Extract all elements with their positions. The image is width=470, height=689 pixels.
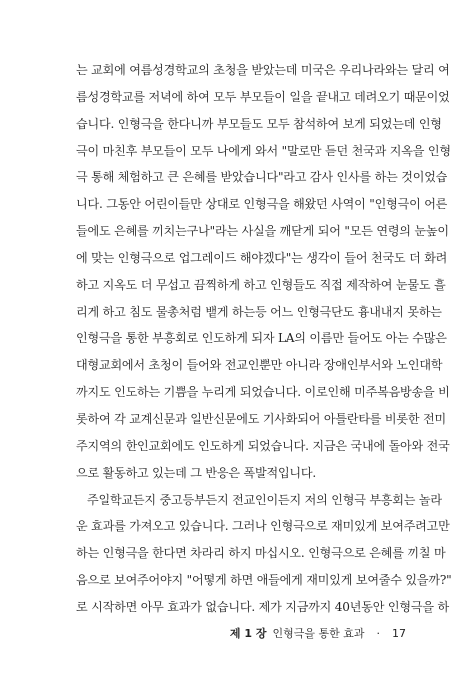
body-line: 대형교회에서 초청이 들어와 전교인뿐만 아니라 장애인부서와 노인대학 [76, 358, 443, 373]
body-line: 으로 활동하고 있는데 그 반응은 폭발적입니다. [76, 465, 317, 480]
body-line: 까지도 인도하는 기쁨을 누리게 되었습니다. 이로인해 미주복음방송을 비 [76, 385, 450, 400]
paragraph-start-line: 주일학교든지 중고등부든지 전교인이든지 저의 인형극 부흥회는 놀라 [87, 492, 442, 507]
body-line: 리게 하고 침도 물총처럼 뱉게 하는등 어느 인형극단도 흉내내지 못하는 [76, 304, 442, 319]
page-footer [230, 625, 406, 641]
body-line: 롯하여 각 교계신문과 일반신문에도 기사화되어 아틀란타를 비롯한 전미 [76, 411, 446, 426]
body-line: 에 맞는 인형극으로 업그레이드 해야겠다"는 생각이 들어 천국도 더 화려 [76, 250, 448, 265]
body-line: 하는 인형극을 한다면 차라리 하지 마십시오. 인형극으로 은혜를 끼칠 마 [76, 546, 446, 561]
body-line: 극이 마친후 부모들이 모두 나에게 와서 "말로만 듣던 천국과 지옥을 인형 [76, 143, 451, 158]
body-line: 습니다. 인형극을 한다니까 부모들도 모두 참석하여 보게 되었는데 인형 [76, 116, 442, 131]
body-line: 는 교회에 여름성경학교의 초청을 받았는데 미국은 우리나라와는 달리 여 [76, 63, 450, 77]
body-line: 인형극을 통한 부흥회로 인도하게 되자 LA의 이름만 들어도 아는 수많은 [76, 331, 447, 346]
body-line: 니다. 그동안 어린이들만 상대로 인형극을 해왔던 사역이 "인형극이 어른 [76, 197, 448, 212]
chapter-title: 인형극을 통한 효과 [272, 627, 365, 640]
body-line: 음으로 보여주어야지 "어떻게 하면 애들에게 재미있게 보여줄수 있을까?" [76, 573, 452, 588]
body-line: 하고 지옥도 더 무섭고 끔찍하게 하고 인형들도 직접 제작하여 눈물도 흘 [76, 277, 446, 292]
body-line: 로 시작하면 아무 효과가 없습니다. 제가 지금까지 40년동안 인형극을 하 [76, 599, 449, 614]
body-line: 름성경학교를 저녁에 하여 모두 부모들이 일을 끝내고 데려오기 때문이었 [76, 89, 450, 104]
body-line: 운 효과를 가져오고 있습니다. 그러나 인형극으로 재미있게 보여주려고만 [76, 519, 450, 534]
body-line: 극 통해 체험하고 큰 은혜를 받았습니다"라고 감사 인사를 하는 것이었습 [76, 170, 448, 185]
footer-separator: · [376, 627, 380, 640]
body-line: 들에도 은혜를 끼치는구나"라는 사실을 깨닫게 되어 "모든 연령의 눈높이 [76, 224, 449, 239]
chapter-label: 제 1 장 [229, 627, 267, 640]
body-text [76, 57, 452, 621]
body-line: 주지역의 한인교회에도 인도하게 되었습니다. 지금은 국내에 돌아와 전국 [76, 438, 450, 453]
page-number: 17 [392, 627, 406, 640]
